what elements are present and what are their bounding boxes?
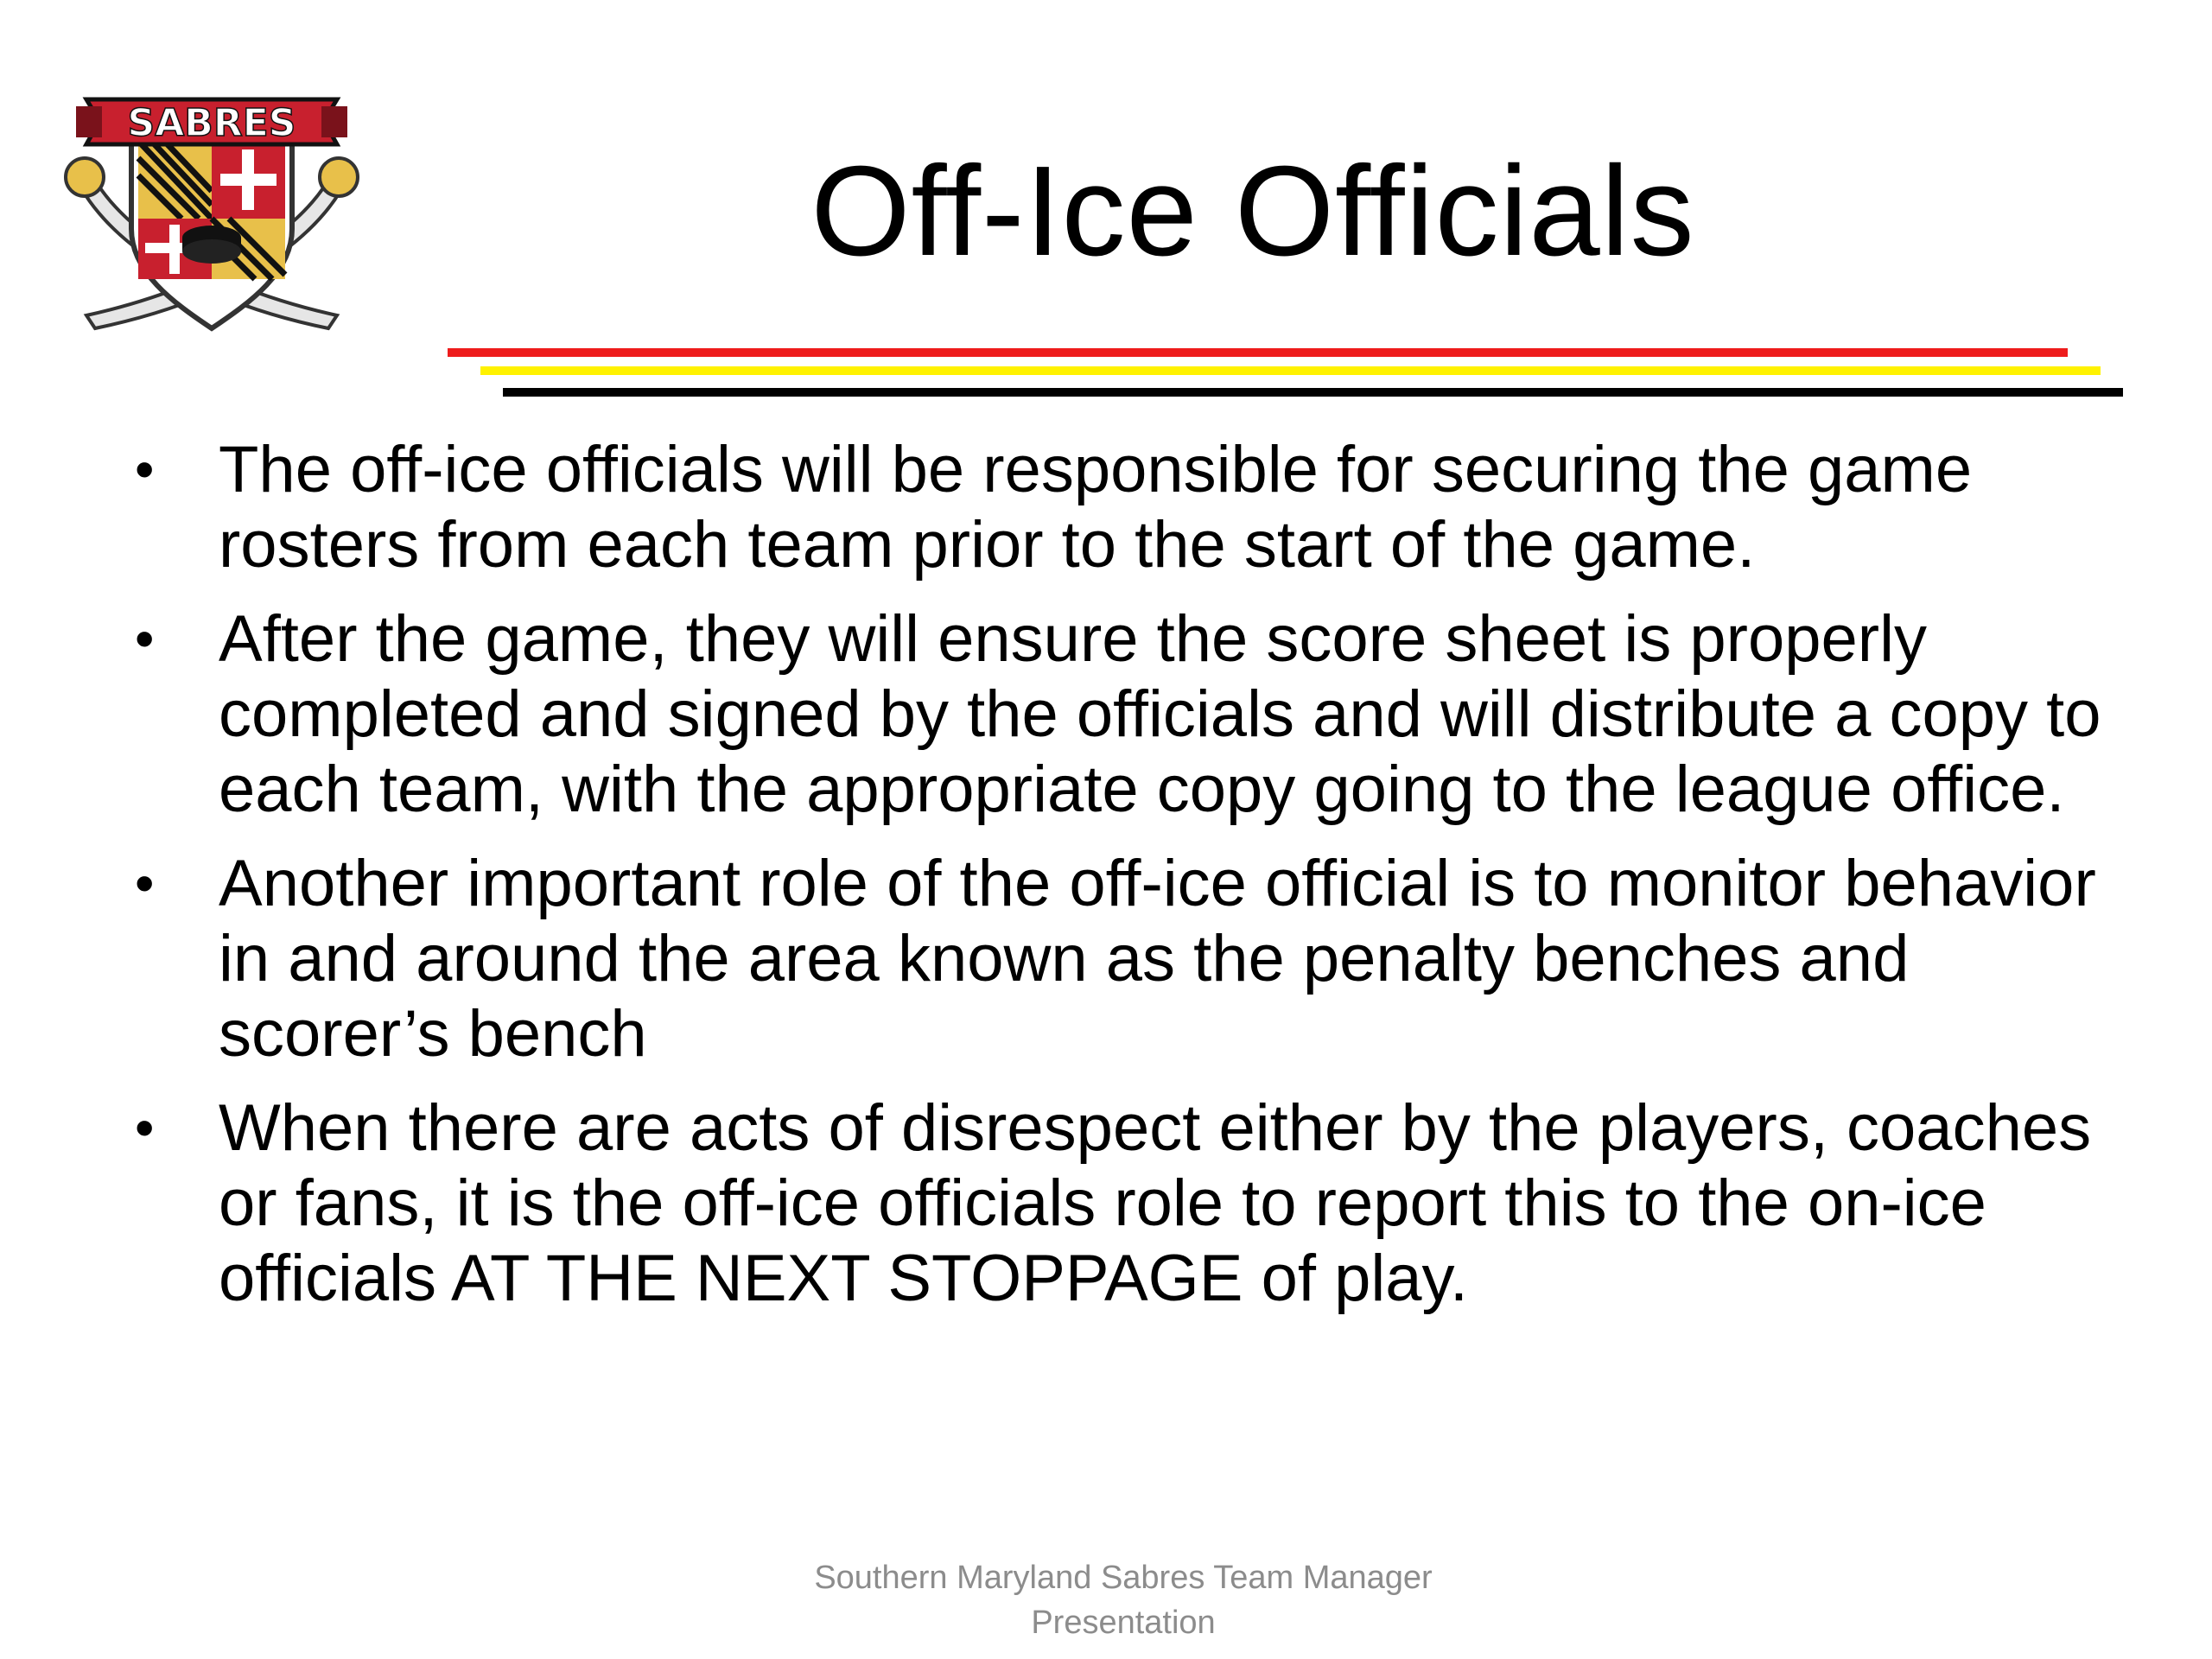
- banner-tab-right: [321, 106, 347, 137]
- bullet-item: [130, 601, 2117, 827]
- bullet-item: [130, 846, 2117, 1071]
- divider-stripe-black: [503, 388, 2123, 397]
- bullet-item: [130, 1090, 2117, 1316]
- bullet-text: When there are acts of disrespect either by the players, coaches or fans, it is the off-ice officials role to report this to the on-ice officials AT THE NEXT STOPPAGE of play.: [219, 1091, 2092, 1315]
- puck-bottom: [182, 239, 241, 264]
- bullet-dot-icon: •: [135, 852, 155, 914]
- bullet-dot-icon: •: [135, 607, 155, 670]
- bullet-text: Another important role of the off-ice official is to monitor behavior in and around the area known as the penalty benches and scorer’s bench: [219, 847, 2096, 1071]
- slide-title: Off-Ice Officials: [810, 140, 1695, 283]
- logo-wordmark: SABRES: [127, 101, 296, 145]
- bullet-text: After the game, they will ensure the score sheet is properly completed and signed by the officials and will distribute a copy to each team, with the appropriate copy going to the league office.: [219, 602, 2101, 826]
- hilt-left: [66, 158, 104, 196]
- bullet-list: [130, 432, 2117, 1335]
- hilt-right: [320, 158, 358, 196]
- footer-line-1: Southern Maryland Sabres Team Manager: [814, 1560, 1433, 1596]
- footer-note: [674, 1555, 1573, 1645]
- bullet-text: The off-ice officials will be responsible for securing the game rosters from each team prior to the start of the game.: [219, 433, 1973, 582]
- divider-stripe-red: [448, 348, 2068, 357]
- bullet-dot-icon: •: [135, 438, 155, 500]
- footer-line-2: Presentation: [1031, 1605, 1216, 1641]
- banner-tab-left: [76, 106, 102, 137]
- bullet-dot-icon: •: [135, 1096, 155, 1159]
- sabres-crest-icon: [52, 82, 372, 350]
- bullet-item: [130, 432, 2117, 582]
- divider-stripe-yellow: [480, 366, 2101, 375]
